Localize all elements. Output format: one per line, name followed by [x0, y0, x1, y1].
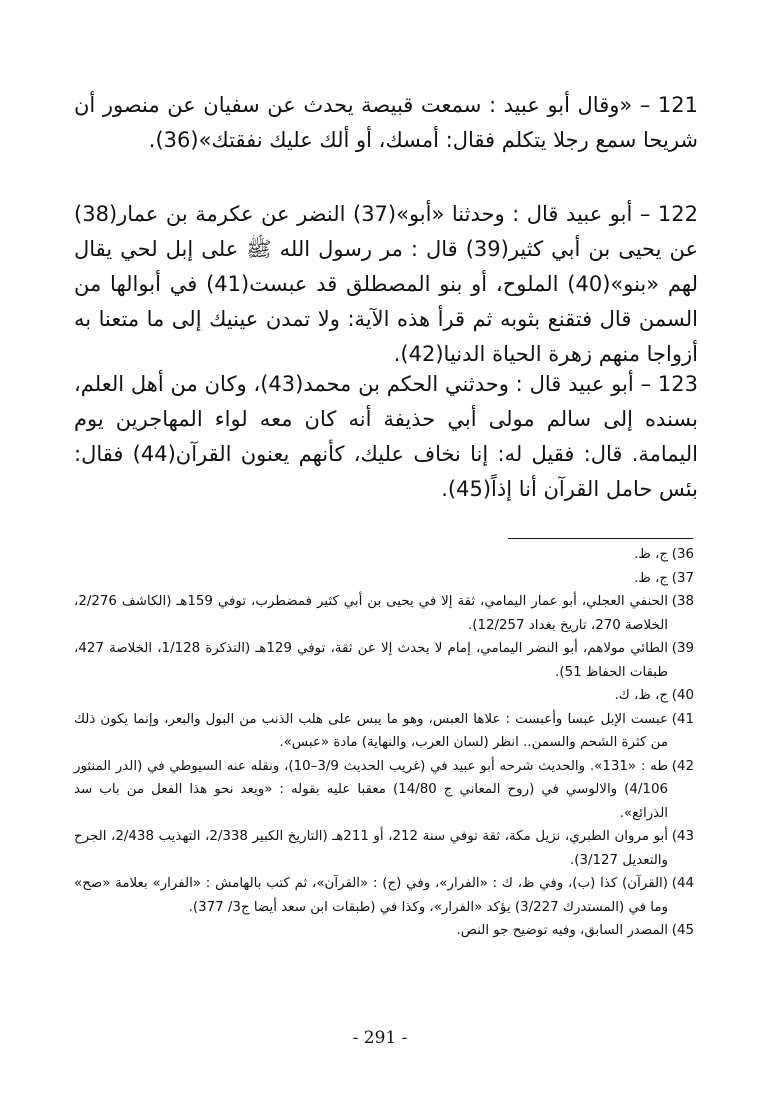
footnote-text: المصدر السابق، وفيه توضيح جو النص.	[456, 923, 668, 938]
paragraph-text: 122 – أبو عبيد قال : وحدثنا «أبو»(37) النضر عن عكرمة بن عمار(38) عن يحيى بن أبي كثير(39) قال : مر رسول الله ﷺ على إبل لحي يقال لهم «بنو»(40) الملوح، أو بنو المصطلق قد عبست(41) في أبوالها من السمن قال فتقنع بثوبه ثم قرأ هذه الآية: ولا تمدن عينيك إلى ما متعنا به أزواجا منهم زهرة الحياة الدنيا(42).	[74, 202, 698, 366]
footnote-text: ج، ظ، ك.	[614, 688, 668, 703]
footnote-text: ج، ظ.	[634, 547, 668, 562]
paragraph-text: 121 – «وقال أبو عبيد : سمعت قبيصة يحدث عن سفيان عن منصور أن شريحا سمع رجلا يتكلم فقال: أمسك، أو ألك عليك نفقتك»(36).	[74, 93, 698, 152]
footnote-39	[74, 637, 694, 684]
footnote-text: طه : «131». والحديث شرحه أبو عبيد في (غريب الحديث 3/9–10)، ونقله عنه السيوطي في (الدر المنثور 4/106) والالوسي في (روح المعاني ج 14/80) معقبا عليه بقوله : «ويعد نحو هذا الفعل من باب سد الذرائع».	[74, 758, 668, 821]
footnote-number: 44)	[671, 876, 694, 891]
page-number: - 291 -	[352, 1028, 408, 1048]
footnote-number: 45)	[671, 923, 694, 938]
footnote-number: 43)	[671, 829, 694, 844]
footnote-44	[74, 872, 694, 919]
paragraph-text: 123 – أبو عبيد قال : وحدثني الحكم بن محمد(43)، وكان من أهل العلم، بسنده إلى سالم مولى أبي حذيفة أنه كان معه لواء المهاجرين يوم اليمامة. قال: فقيل له: إنا نخاف عليك، كأنهم يعنون القرآن(44) فقال: بئس حامل القرآن أنا إذاً(45).	[74, 372, 698, 501]
footnote-number: 36)	[671, 547, 694, 562]
footnote-number: 41)	[671, 711, 694, 727]
paragraph-121	[74, 88, 698, 158]
footnote-38	[74, 590, 694, 637]
footnote-40	[74, 684, 694, 708]
footnote-36	[74, 543, 694, 567]
footnote-45	[74, 919, 694, 943]
paragraph-122	[74, 197, 698, 372]
footnote-43	[74, 825, 694, 872]
footnote-number: 38)	[671, 594, 694, 609]
footnote-number: 37)	[671, 570, 694, 586]
footnote-42	[74, 755, 694, 826]
footnotes	[74, 543, 694, 943]
footnote-text: عبست الإبل عبسا وأعبست : علاها العبس، وهو ما يبس على هلب الذنب من البول والبعر، وإنما يكون ذلك من كثرة الشحم والسمن.. انظر (لسان العرب، والنهاية) مادة «عبس».	[74, 711, 668, 750]
footnote-number: 39)	[671, 641, 694, 656]
footnote-37	[74, 567, 694, 591]
footnote-text: الحنفي العجلي، أبو عمار اليمامي، ثقة إلا في يحيى بن أبي كثير فمضطرب، توفي 159هـ (الكاشف 2/276، الخلاصة 270، تاريخ بغداد 12/257).	[74, 594, 668, 633]
footnote-number: 42)	[671, 758, 694, 774]
paragraph-123	[74, 367, 698, 507]
footnote-text: أبو مروان الطبري، نزيل مكة، ثقة توفي سنة 212، أو 211هـ (التاريخ الكبير 2/338، التهذيب 2/438، الجرح والتعديل 3/127).	[74, 829, 668, 868]
footnote-separator	[508, 538, 693, 539]
footnote-text: الطائي مولاهم، أبو النضر اليمامي، إمام لا يحدث إلا عن ثقة، توفي 129هـ (التذكرة 1/128، الخلاصة 427، طبقات الحفاظ 51).	[74, 641, 668, 680]
footnote-text: (القرآن) كذا (ب)، وفي ظ، ك : «الفرار»، وفي (ج) : «القرآن»، ثم كتب بالهامش : «الفرار» بعلامة «صح» وما في (المستدرك 3/227) يؤكد «الفرار»، وكذا في (طبقات ابن سعد أيضا ج3/ 377).	[74, 876, 668, 915]
footnote-41	[74, 708, 694, 755]
footnote-number: 40)	[671, 688, 694, 703]
footnote-text: ج، ظ.	[634, 570, 668, 586]
